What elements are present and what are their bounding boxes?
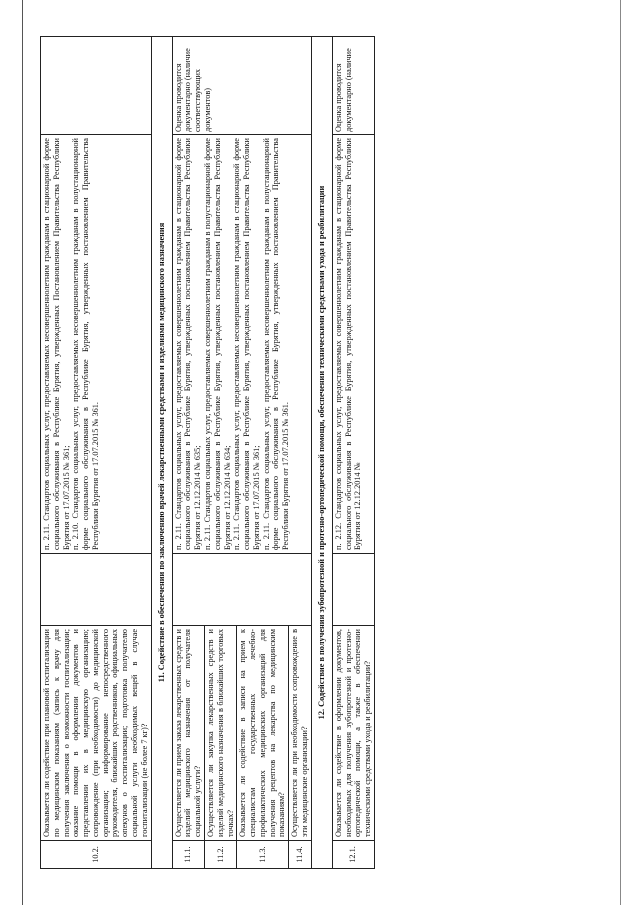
table-row-11-1 [172,37,204,869]
row-number: 10.2. [41,841,152,869]
row-number: 11.1. [172,841,204,869]
question-text: Осуществляется ли при необходимости сопровождение в эти медицинские организации? [289,626,312,841]
section-12-header [311,37,332,869]
section-title: 12. Содействие в получении зубопротезной и протезно-ортопедической помощи, обеспечении техническими средствами ухода и реабилитации [311,37,332,869]
question-text: Оказывается ли содействие в записи на прием к специалистам государственных лечебно-профилактических медицинских организаций для получения рецептов на лекарства по медицинским показаниям? [237,626,289,841]
row-number: 11.3. [237,841,289,869]
section-11-header [151,37,172,869]
table-row-12-1 [332,37,374,869]
standard-ref: п. 2.11. Стандартов социальных услуг, предоставляемых несовершеннолетним гражданам в стационарной форме социального обслуживания в Республике Бурятия, утвержденных постановлением Правительства Республики Бурятия от 17.07.2015 № 361; [232,138,261,550]
row-number: 12.1. [332,841,374,869]
standards-cell [332,135,374,554]
empty-cell [332,554,374,626]
standard-ref: п. 2.12. Стандартов социальных услуг, предоставляемых совершеннолетним гражданам в стационарной форме социального обслуживания в Республике Бурятия, утвержденных постановлением Правительства Республики Бурятия от 12.12.2014 № [333,138,363,550]
note-cell [41,37,152,135]
row-number: 11.2. [204,841,236,869]
empty-cell [41,554,152,626]
standard-ref: п. 2.11. Стандартов социальных услуг, предоставляемых несовершеннолетним гражданам в стационарной форме социального обслуживания в Республике Бурятия, утвержденных Постановлением Правительства Республики Бурятия от 17.07.2015 № 361; [42,138,71,550]
table-row-10-2 [41,37,152,869]
note-cell: Оценка проводится документарно (наличие соответствующих документов) [172,37,311,135]
question-text: Осуществляется ли закупка лекарственных средств и изделий медицинского назначения в ближайших торговых точках? [204,626,236,841]
standard-ref: п. 2.11. Стандартов социальных услуг, предоставляемых несовершеннолетним гражданам в полустационарной форме социального обслуживания в Республике Бурятия, утвержденных постановлением Правительства Республики Бурятия от 17.07.2015 № 361. [261,138,291,550]
standard-ref: п. 2.11. Стандартов социальных услуг, предоставляемых совершеннолетним гражданам в стационарной форме социального обслуживания в Республике Бурятия, утвержденных постановлением Правительства Республики Бурятия от 12.12.2014 № 635; [173,138,203,550]
empty-cell [172,554,311,626]
standards-cell [41,135,152,554]
row-number: 11.4. [289,841,312,869]
question-text: Оказывается ли содействие в оформлении документов, необходимых для получения зубопротезной и протезно-ортопедической помощи, а также в обеспечении техническими средствами ухода и реабилитации? [332,626,374,841]
standard-ref: п. 2.11. Стандартов социальных услуг, предоставляемых совершеннолетним гражданам в полустационарной форме социального обслуживания в Республике Бурятия, утвержденных постановлением Правительства Республики Бурятия от 12.12.2014 № 634; [202,138,232,550]
standards-cell [172,135,311,554]
question-text: Оказывается ли содействие при плановой госпитализации по медицинским показаниям (запись к врачу для получения заключения о возможности госпитализации; оказание помощи в оформлении документов и представлении их в медицинскую организацию; сопровождение (при необходимости) до медицинской организации; информирование непосредственного руководителя, ближайших родственников, официальных опекунов о госпитализации; подготовка получателю социальной услуги необходимых вещей в случае госпитализации (не более 7 кг)? [41,626,152,841]
question-text: Осуществляется ли прием заказа лекарственных средств и изделий медицинского назначения от получателя социальной услуги? [172,626,204,841]
page-edge-line [620,0,621,905]
requirements-table [40,36,375,869]
standard-ref: п. 2.10. Стандартов социальных услуг, предоставляемых несовершеннолетним гражданам в полустационарной форме социального обслуживания в Республике Бурятия, утвержденных постановлением Правительства Республики Бурятия от 17.07.2015 № 361. [71,138,100,550]
note-cell: Оценка проводится документарно (наличие [332,37,374,135]
section-title: 11. Содействие в обеспечении по заключению врачей лекарственными средствами и изделиями медицинского назначения [151,37,172,869]
page-edge-line [22,0,23,905]
